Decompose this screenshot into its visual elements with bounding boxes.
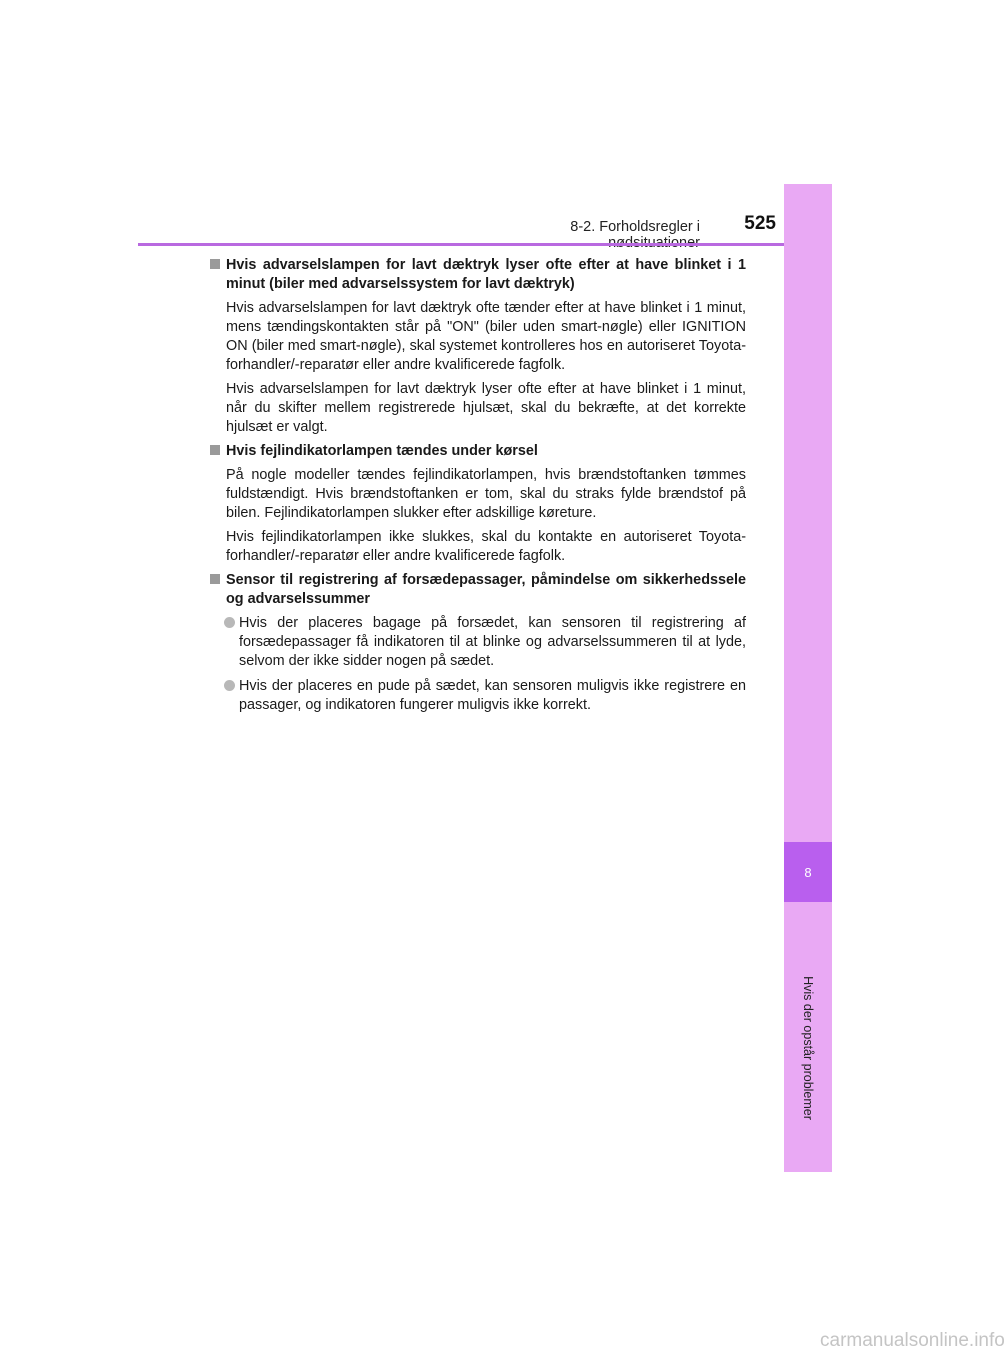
paragraph: Hvis fejlindikatorlampen ikke slukkes, skal du kontakte en autoriseret Toyota-forhandler/-reparatør eller andre kvalificerede fagfolk. bbox=[226, 529, 746, 564]
page-number: 525 bbox=[744, 213, 776, 234]
chapter-label: Hvis der opstår problemer bbox=[801, 976, 815, 1120]
list-item-text: Hvis der placeres en pude på sædet, kan sensoren muligvis ikke registrere en passager, og indikatoren fungerer muligvis ikke korrekt. bbox=[239, 678, 746, 713]
list-item-text: Hvis der placeres bagage på forsædet, kan sensoren til registrering af forsædepassager få indikatoren til at blinke og advarselssummeren til at lyde, selvom der ikke sidder nogen på sædet. bbox=[239, 615, 746, 669]
section-heading bbox=[210, 442, 746, 461]
header-divider bbox=[138, 243, 832, 246]
watermark: carmanualsonline.info bbox=[820, 1330, 1005, 1351]
list-item bbox=[210, 614, 746, 671]
section-heading bbox=[210, 571, 746, 609]
square-bullet-icon bbox=[210, 574, 220, 584]
section-heading-text: Hvis fejlindikatorlampen tændes under kørsel bbox=[226, 443, 538, 459]
section-heading-text: Sensor til registrering af forsædepassager, påmindelse om sikkerhedssele og advarselssummer bbox=[226, 572, 746, 607]
list-item bbox=[210, 677, 746, 715]
square-bullet-icon bbox=[210, 445, 220, 455]
page-content bbox=[210, 256, 746, 721]
paragraph: På nogle modeller tændes fejlindikatorlampen, hvis brændstoftanken tømmes fuldstændigt. Hvis brændstoftanken er tom, skal du straks fylde brændstof på bilen. Fejlindikatorlampen slukker efter adskillige køreture. bbox=[226, 467, 746, 521]
circle-bullet-icon bbox=[224, 617, 235, 628]
chapter-number-tab: 8 bbox=[784, 842, 832, 902]
circle-bullet-icon bbox=[224, 680, 235, 691]
section-heading-text: Hvis advarselslampen for lavt dæktryk lyser ofte efter at have blinket i 1 minut (biler med advarselssystem for lavt dæktryk) bbox=[226, 257, 746, 292]
section-heading bbox=[210, 256, 746, 294]
square-bullet-icon bbox=[210, 259, 220, 269]
paragraph: Hvis advarselslampen for lavt dæktryk ofte tænder efter at have blinket i 1 minut, mens tændingskontakten står på "ON" (biler uden smart-nøgle) eller IGNITION ON (biler med smart-nøgle), skal systemet kontrolleres hos en autoriseret Toyota-forhandler/-reparatør eller andre kvalificerede fagfolk. bbox=[226, 300, 746, 373]
header-section-title: 8-2. Forholdsregler i bbox=[570, 219, 700, 235]
paragraph: Hvis advarselslampen for lavt dæktryk lyser ofte efter at have blinket i 1 minut, når du skifter mellem registrerede hjulsæt, skal du bekræfte, at det korrekte hjulsæt er valgt. bbox=[226, 381, 746, 435]
